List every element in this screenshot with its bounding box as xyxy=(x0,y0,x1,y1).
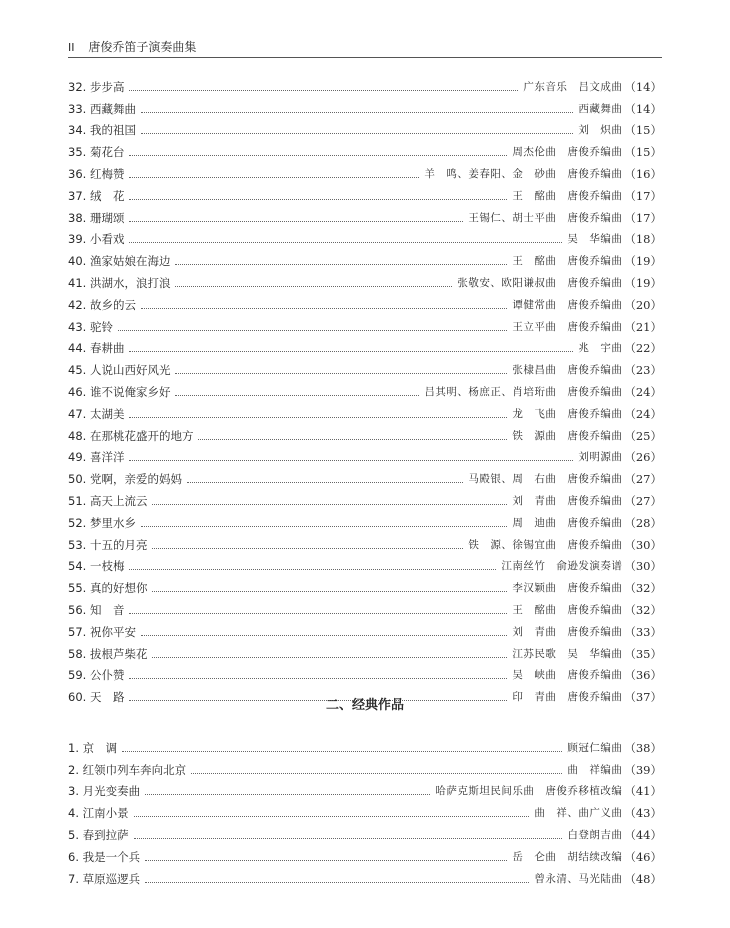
toc-entry[interactable] xyxy=(68,421,662,443)
leader-dots xyxy=(129,350,573,352)
toc-entry[interactable] xyxy=(68,377,662,399)
leader-dots xyxy=(152,590,507,592)
leader-dots xyxy=(141,307,507,309)
toc-entry[interactable] xyxy=(68,530,662,552)
leader-dots xyxy=(198,438,507,440)
toc-entry-page: （16） xyxy=(624,166,662,181)
leader-dots xyxy=(129,89,518,91)
toc-entry-page: （20） xyxy=(624,297,662,312)
toc-entry[interactable] xyxy=(68,755,662,777)
toc-entry[interactable] xyxy=(68,399,662,421)
toc-entry-page: （22） xyxy=(624,341,662,356)
leader-dots xyxy=(145,881,529,883)
leader-dots xyxy=(129,154,507,156)
toc-entry-page: （15） xyxy=(624,145,662,160)
toc-entry-title: 33. 西藏舞曲 xyxy=(68,101,136,116)
toc-entry-credit: 刘 青曲 唐俊乔编曲 xyxy=(512,494,623,507)
toc-entry[interactable] xyxy=(68,443,662,465)
toc-entry-page: （27） xyxy=(624,493,662,508)
leader-dots xyxy=(129,612,507,614)
toc-entry-title: 46. 谁不说俺家乡好 xyxy=(68,384,171,399)
toc-list-part1 xyxy=(68,72,662,704)
leader-dots xyxy=(152,503,507,505)
toc-entry-page: （32） xyxy=(624,602,662,617)
toc-entry-page: （18） xyxy=(624,232,662,247)
toc-entry[interactable] xyxy=(68,573,662,595)
toc-entry-credit: 铁 源、徐锡宜曲 唐俊乔编曲 xyxy=(468,538,623,551)
toc-entry-title: 7. 草原巡逻兵 xyxy=(68,871,141,886)
toc-entry[interactable] xyxy=(68,181,662,203)
toc-entry[interactable] xyxy=(68,639,662,661)
leader-dots xyxy=(129,677,507,679)
toc-entry-credit: 羊 鸣、姜春阳、金 砂曲 唐俊乔编曲 xyxy=(424,167,623,180)
toc-entry-title: 45. 人说山西好风光 xyxy=(68,363,171,378)
toc-entry[interactable] xyxy=(68,116,662,138)
toc-entry-title: 37. 绒 花 xyxy=(68,188,125,203)
toc-entry-credit: 王锡仁、胡士平曲 唐俊乔编曲 xyxy=(468,211,623,224)
toc-entry[interactable] xyxy=(68,733,662,755)
toc-entry-title: 56. 知 音 xyxy=(68,602,125,617)
toc-entry-credit: 江南丝竹 俞逊发演奏谱 xyxy=(501,560,623,573)
leader-dots xyxy=(152,547,463,549)
toc-entry-page: （23） xyxy=(624,363,662,378)
toc-entry-credit: 王 酩曲 唐俊乔编曲 xyxy=(512,255,623,268)
toc-entry-credit: 曾永清、马光陆曲 xyxy=(534,872,623,885)
toc-entry-credit: 周杰伦曲 唐俊乔编曲 xyxy=(512,146,623,159)
toc-entry[interactable] xyxy=(68,595,662,617)
toc-entry-credit: 曲 祥、曲广义曲 xyxy=(534,807,623,820)
page-number: II xyxy=(68,41,75,54)
leader-dots xyxy=(129,241,562,243)
toc-entry-credit: 吴 峡曲 唐俊乔编曲 xyxy=(512,669,623,682)
toc-entry[interactable] xyxy=(68,137,662,159)
toc-entry-page: （17） xyxy=(624,210,662,225)
leader-dots xyxy=(129,176,419,178)
toc-entry-credit: 马殿银、周 右曲 唐俊乔编曲 xyxy=(468,473,623,486)
toc-entry[interactable] xyxy=(68,798,662,820)
toc-entry[interactable] xyxy=(68,508,662,530)
toc-entry-page: （30） xyxy=(624,559,662,574)
toc-entry-title: 52. 梦里水乡 xyxy=(68,515,136,530)
leader-dots xyxy=(191,772,562,774)
leader-dots xyxy=(118,329,507,331)
toc-entry-credit: 刘 青曲 唐俊乔编曲 xyxy=(512,625,623,638)
leader-dots xyxy=(141,111,573,113)
leader-dots xyxy=(152,656,507,658)
section-heading: 二、经典作品 xyxy=(325,698,404,713)
leader-dots xyxy=(129,220,463,222)
leader-dots xyxy=(122,750,562,752)
toc-entry-credit: 王立平曲 唐俊乔编曲 xyxy=(512,320,623,333)
toc-entry-page: （41） xyxy=(624,784,662,799)
toc-entry-title: 4. 江南小景 xyxy=(68,806,129,821)
toc-entry[interactable] xyxy=(68,864,662,886)
toc-entry-page: （17） xyxy=(624,188,662,203)
toc-entry[interactable] xyxy=(68,464,662,486)
toc-entry[interactable] xyxy=(68,334,662,356)
leader-dots xyxy=(187,481,463,483)
toc-entry[interactable] xyxy=(68,225,662,247)
toc-entry[interactable] xyxy=(68,203,662,225)
toc-entry-title: 36. 红梅赞 xyxy=(68,166,125,181)
toc-entry-credit: 张棣昌曲 唐俊乔编曲 xyxy=(512,364,623,377)
toc-entry-credit: 西藏舞曲 xyxy=(578,102,623,115)
toc-entry-title: 39. 小看戏 xyxy=(68,232,125,247)
toc-entry[interactable] xyxy=(68,94,662,116)
toc-entry-page: （14） xyxy=(624,79,662,94)
toc-entry-credit: 兆 宇曲 xyxy=(578,342,623,355)
toc-entry-title: 5. 春到拉萨 xyxy=(68,827,129,842)
leader-dots xyxy=(129,198,507,200)
toc-entry[interactable] xyxy=(68,312,662,334)
toc-entry-page: （19） xyxy=(624,275,662,290)
toc-entry-title: 57. 祝你平安 xyxy=(68,624,136,639)
toc-entry-page: （24） xyxy=(624,406,662,421)
toc-entry-page: （21） xyxy=(624,319,662,334)
toc-entry-credit: 岳 仑曲 胡结续改编 xyxy=(512,850,623,863)
toc-entry-title: 6. 我是一个兵 xyxy=(68,849,141,864)
toc-entry-credit: 王 酩曲 唐俊乔编曲 xyxy=(512,603,623,616)
toc-entry[interactable] xyxy=(68,820,662,842)
toc-entry-title: 53. 十五的月亮 xyxy=(68,537,148,552)
toc-list-part2 xyxy=(68,733,662,886)
toc-entry-page: （25） xyxy=(624,428,662,443)
toc-entry-credit: 刘明源曲 xyxy=(578,451,623,464)
toc-entry[interactable] xyxy=(68,72,662,94)
toc-entry-page: （48） xyxy=(624,871,662,886)
toc-entry-page: （38） xyxy=(624,740,662,755)
leader-dots xyxy=(145,793,430,795)
toc-entry-credit: 吴 华编曲 xyxy=(567,233,623,246)
book-title: 唐俊乔笛子演奏曲集 xyxy=(88,40,197,54)
toc-entry-page: （37） xyxy=(624,690,662,705)
toc-entry-title: 35. 菊花台 xyxy=(68,145,125,160)
toc-entry[interactable] xyxy=(68,159,662,181)
toc-entry-page: （44） xyxy=(624,827,662,842)
toc-entry-title: 58. 拔根芦柴花 xyxy=(68,646,148,661)
toc-entry[interactable] xyxy=(68,246,662,268)
toc-entry-title: 38. 珊瑚颂 xyxy=(68,210,125,225)
toc-entry-page: （33） xyxy=(624,624,662,639)
toc-entry-credit: 广东音乐 吕文成曲 xyxy=(523,80,623,93)
leader-dots xyxy=(175,285,452,287)
toc-entry-page: （24） xyxy=(624,384,662,399)
toc-entry-title: 1. 京 调 xyxy=(68,740,118,755)
leader-dots xyxy=(134,815,530,817)
toc-entry-title: 50. 党啊，亲爱的妈妈 xyxy=(68,472,182,487)
leader-dots xyxy=(129,416,507,418)
toc-entry-title: 60. 天 路 xyxy=(68,690,125,705)
leader-dots xyxy=(129,459,573,461)
leader-dots xyxy=(175,263,507,265)
toc-entry-title: 44. 春耕曲 xyxy=(68,341,125,356)
toc-entry-page: （27） xyxy=(624,472,662,487)
toc-entry-credit: 谭健常曲 唐俊乔编曲 xyxy=(512,298,623,311)
toc-entry-title: 49. 喜洋洋 xyxy=(68,450,125,465)
toc-entry-credit: 铁 源曲 唐俊乔编曲 xyxy=(512,429,623,442)
toc-entry-title: 40. 渔家姑娘在海边 xyxy=(68,254,171,269)
toc-entry-title: 41. 洪湖水，浪打浪 xyxy=(68,275,171,290)
toc-entry[interactable] xyxy=(68,617,662,639)
toc-entry-title: 54. 一枝梅 xyxy=(68,559,125,574)
toc-entry[interactable] xyxy=(68,355,662,377)
toc-entry-credit: 王 酩曲 唐俊乔编曲 xyxy=(512,189,623,202)
toc-entry[interactable] xyxy=(68,268,662,290)
toc-entry-page: （26） xyxy=(624,450,662,465)
toc-entry-credit: 刘 炽曲 xyxy=(578,124,623,137)
toc-entry-title: 32. 步步高 xyxy=(68,79,125,94)
toc-entry-page: （43） xyxy=(624,806,662,821)
leader-dots xyxy=(145,859,507,861)
toc-entry-page: （32） xyxy=(624,581,662,596)
leader-dots xyxy=(141,525,507,527)
leader-dots xyxy=(175,394,419,396)
toc-entry-page: （28） xyxy=(624,515,662,530)
toc-entry-credit: 江苏民歌 吴 华编曲 xyxy=(512,647,623,660)
toc-entry-credit: 李汉颖曲 唐俊乔编曲 xyxy=(512,582,623,595)
toc-entry-page: （14） xyxy=(624,101,662,116)
toc-entry-credit: 张敬安、欧阳谦叔曲 唐俊乔编曲 xyxy=(457,276,623,289)
toc-entry[interactable] xyxy=(68,661,662,683)
toc-entry-credit: 顾冠仁编曲 xyxy=(567,741,623,754)
toc-entry-title: 47. 太湖美 xyxy=(68,406,125,421)
toc-entry-title: 42. 故乡的云 xyxy=(68,297,136,312)
running-header xyxy=(68,40,662,58)
toc-entry-title: 51. 高天上流云 xyxy=(68,493,148,508)
toc-entry-page: （30） xyxy=(624,537,662,552)
toc-entry-page: （19） xyxy=(624,254,662,269)
toc-entry-title: 59. 公仆赞 xyxy=(68,668,125,683)
toc-entry[interactable] xyxy=(68,842,662,864)
toc-entry-page: （46） xyxy=(624,849,662,864)
toc-entry-page: （39） xyxy=(624,762,662,777)
leader-dots xyxy=(129,568,496,570)
toc-entry-title: 55. 真的好想你 xyxy=(68,581,148,596)
toc-entry-page: （35） xyxy=(624,646,662,661)
toc-entry-title: 34. 我的祖国 xyxy=(68,123,136,138)
toc-entry-page: （36） xyxy=(624,668,662,683)
toc-entry[interactable] xyxy=(68,552,662,574)
leader-dots xyxy=(141,132,573,134)
toc-entry[interactable] xyxy=(68,290,662,312)
toc-entry-credit: 周 迪曲 唐俊乔编曲 xyxy=(512,516,623,529)
toc-entry-credit: 印 青曲 唐俊乔编曲 xyxy=(512,691,623,704)
toc-entry[interactable] xyxy=(68,486,662,508)
toc-entry-title: 43. 驼铃 xyxy=(68,319,113,334)
toc-entry-credit: 龙 飞曲 唐俊乔编曲 xyxy=(512,407,623,420)
toc-entry-credit: 白登朗吉曲 xyxy=(567,828,623,841)
toc-entry-page: （15） xyxy=(624,123,662,138)
leader-dots xyxy=(141,634,507,636)
toc-entry-title: 48. 在那桃花盛开的地方 xyxy=(68,428,194,443)
toc-entry-title: 3. 月光变奏曲 xyxy=(68,784,141,799)
toc-entry-credit: 曲 祥编曲 xyxy=(567,763,623,776)
leader-dots xyxy=(134,837,563,839)
leader-dots xyxy=(175,372,507,374)
toc-entry-credit: 哈萨克斯坦民间乐曲 唐俊乔移植改编 xyxy=(435,785,623,798)
toc-entry[interactable] xyxy=(68,777,662,799)
toc-entry-title: 2. 红领巾列车奔向北京 xyxy=(68,762,187,777)
toc-entry-credit: 吕其明、杨庶正、肖培珩曲 唐俊乔编曲 xyxy=(424,385,623,398)
